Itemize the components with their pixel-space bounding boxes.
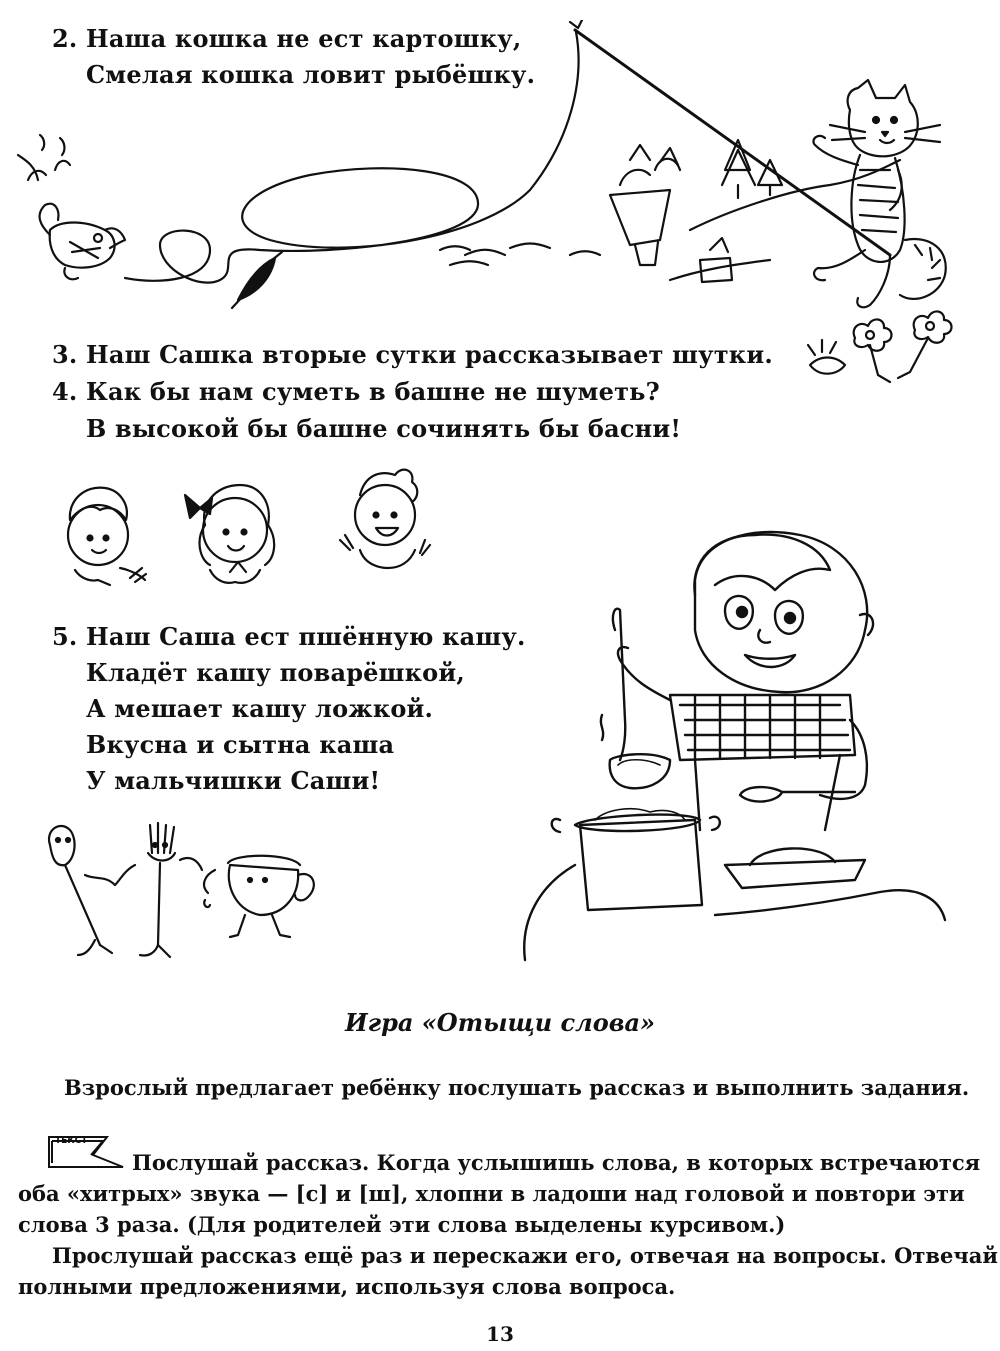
text-badge-label: ТЕКСТ [55,1136,88,1146]
dancing-spoon-fork-cup-illustration [40,815,380,965]
item-2-line-1: 2. Наша кошка не ест картошку, [52,24,522,53]
item-5-line-3: А мешает кашу ложкой. [86,694,434,723]
game-title: Игра «Отыщи слова» [344,1008,656,1037]
children-faces-illustration [50,450,450,600]
item-5-line-2: Кладёт кашу поварёшкой, [86,658,465,687]
item-3-line-1: 3. Наш Сашка вторые сутки рассказывает шутки. [52,340,773,369]
item-5-line-4: Вкусна и сытна каша [86,730,395,759]
game-intro: Взрослый предлагает ребёнку послушать рассказ и выполнить задания. [64,1075,970,1100]
page-number: 13 [486,1322,514,1346]
text-badge-icon [47,1133,125,1171]
instruction-line-2: оба «хитрых» звука — [с] и [ш], хлопни в ладоши над головой и повтори эти [18,1181,965,1206]
boy-cooking-porridge-illustration [520,520,970,965]
item-4-line-1: 4. Как бы нам суметь в башне не шуметь? [52,377,660,406]
cat-fishing-illustration [10,20,990,390]
retell-line-1: Прослушай рассказ ещё раз и перескажи его, отвечая на вопросы. Отвечай [52,1243,998,1268]
retell-line-2: полными предложениями, используя слова вопроса. [18,1274,676,1299]
item-5-line-5: У мальчишки Саши! [86,766,381,795]
instruction-line-1: Послушай рассказ. Когда услышишь слова, в которых встречаются [132,1150,981,1175]
item-5-line-1: 5. Наш Саша ест пшённую кашу. [52,622,526,651]
item-4-line-2: В высокой бы башне сочинять бы басни! [86,414,682,443]
instruction-line-3: слова 3 раза. (Для родителей эти слова выделены курсивом.) [18,1212,786,1237]
item-2-line-2: Смелая кошка ловит рыбёшку. [86,60,536,89]
